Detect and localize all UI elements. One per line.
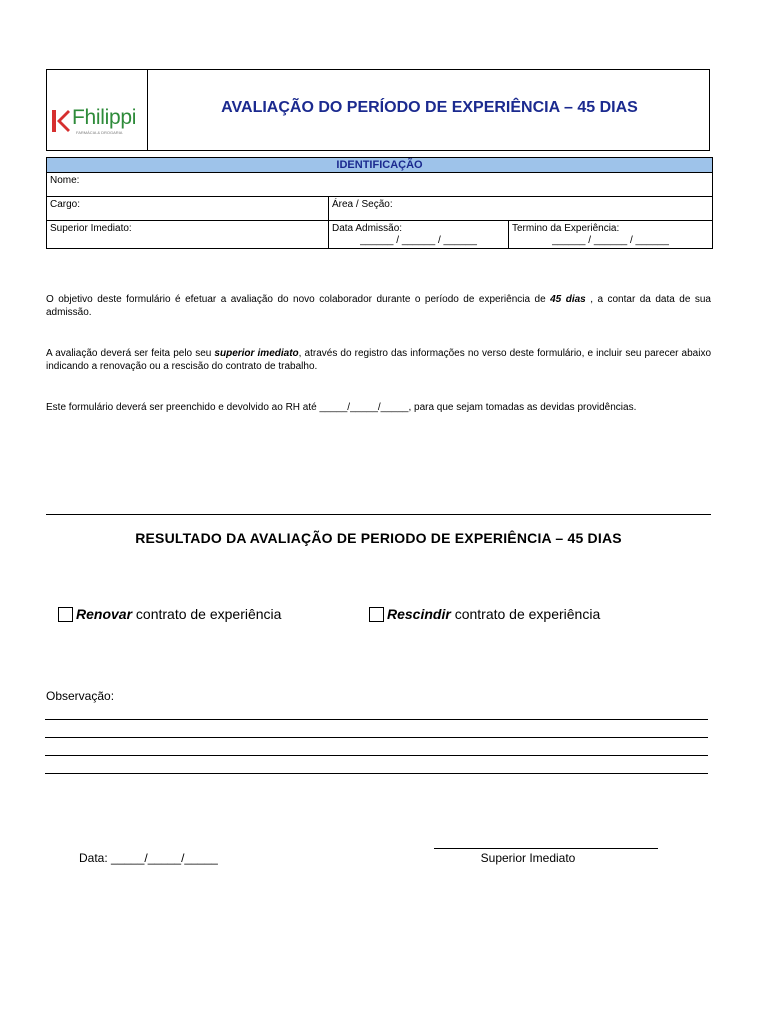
admissao-label: Data Admissão: — [332, 223, 403, 234]
p1-text-end: , a contar da data de sua admissão. — [46, 294, 711, 318]
rescindir-checkbox[interactable] — [369, 607, 384, 622]
rescindir-emphasis: Rescindir — [387, 606, 451, 622]
signature-label: Superior Imediato — [480, 851, 576, 865]
logo-k-icon — [52, 110, 70, 132]
date-field[interactable]: Data: _____/_____/_____ — [79, 851, 218, 865]
superior-field[interactable] — [47, 221, 329, 249]
result-title: RESULTADO DA AVALIAÇÃO DE PERIODO DE EXPERIÊNCIA – 45 DIAS — [135, 530, 622, 546]
signature-line[interactable] — [434, 848, 658, 849]
identification-header: IDENTIFICAÇÃO — [47, 158, 713, 173]
admissao-field[interactable] — [329, 221, 509, 249]
area-field[interactable] — [329, 197, 713, 221]
superior-label: Superior Imediato: — [50, 223, 132, 234]
logo-cell — [47, 70, 148, 150]
admissao-date-blank: ______ / ______ / ______ — [360, 235, 477, 246]
p1-text: O objetivo deste formulário é efetuar a avaliação do novo colaborador durante o período de experiência de — [46, 294, 551, 305]
renovar-checkbox[interactable] — [58, 607, 73, 622]
rescindir-text: contrato de experiência — [450, 606, 601, 622]
form-title: AVALIAÇÃO DO PERÍODO DE EXPERIÊNCIA – 45 DIAS — [221, 99, 638, 116]
identification-table — [46, 157, 713, 249]
renovar-option[interactable] — [58, 606, 281, 622]
p2-emphasis: superior imediato — [214, 348, 299, 359]
observacao-line[interactable] — [45, 755, 708, 756]
termino-label: Termino da Experiência: — [512, 223, 620, 234]
cargo-field[interactable] — [47, 197, 329, 221]
logo-tagline: FARMÁCIA & DROGARIA — [76, 130, 123, 135]
paragraph-superior — [46, 347, 711, 373]
p2-text: A avaliação deverá ser feita pelo seu — [46, 348, 215, 359]
renovar-text: contrato de experiência — [132, 606, 282, 622]
termino-field[interactable] — [509, 221, 713, 249]
nome-label: Nome: — [50, 175, 80, 186]
area-label: Área / Seção: — [332, 199, 393, 210]
paragraph-objective — [46, 293, 711, 319]
paragraph-deadline: Este formulário deverá ser preenchido e devolvido ao RH até _____/_____/_____, para que sejam tomadas as devidas providências. — [46, 402, 637, 413]
p1-emphasis: 45 dias — [550, 294, 586, 305]
section-divider — [46, 514, 711, 515]
cargo-label: Cargo: — [50, 199, 81, 210]
observacao-line[interactable] — [45, 719, 708, 720]
renovar-emphasis: Renovar — [76, 606, 133, 622]
termino-date-blank: ______ / ______ / ______ — [552, 235, 669, 246]
form-header — [46, 69, 710, 151]
logo-text: Fhilippi — [72, 106, 137, 129]
rescindir-option[interactable] — [369, 606, 600, 622]
p2-text-end: , através do registro das informações no verso deste formulário, e incluir seu parecer abaixo indicando a renovação ou a rescisão do contrato de trabalho. — [46, 348, 712, 372]
observacao-line[interactable] — [45, 737, 708, 738]
observacao-line[interactable] — [45, 773, 708, 774]
observacao-label: Observação: — [46, 689, 115, 703]
nome-field[interactable] — [47, 173, 713, 197]
